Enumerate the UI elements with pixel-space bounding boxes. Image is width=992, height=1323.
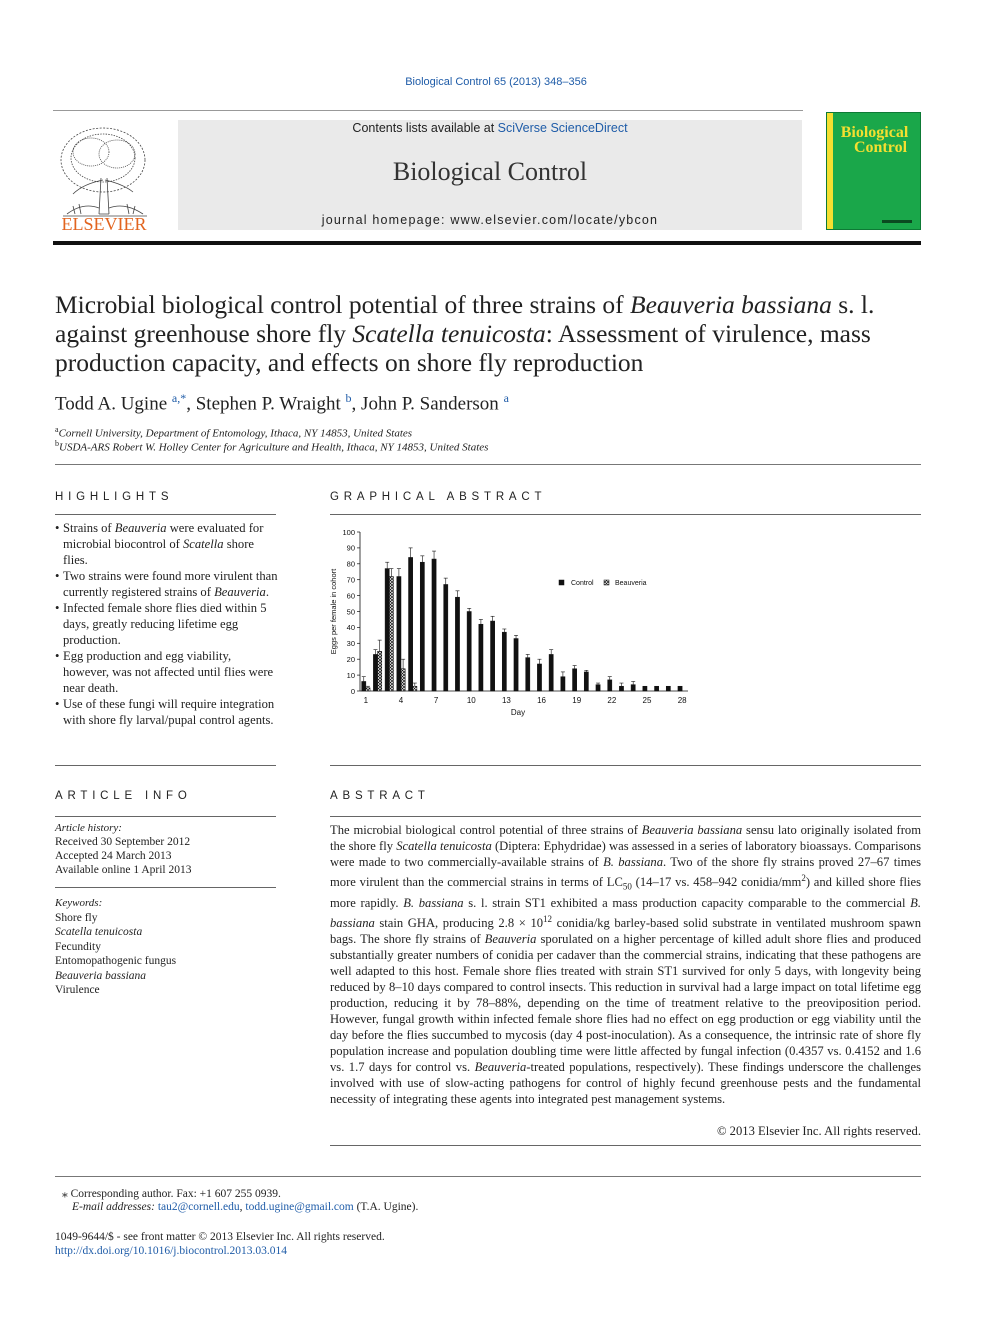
bar-beauveria: [366, 688, 370, 691]
bar-control: [409, 557, 413, 691]
email-addresses: [72, 1201, 418, 1213]
article-info-heading: ARTICLE INFO: [55, 790, 192, 802]
cover-footer-mark: [882, 220, 912, 223]
x-tick-label: 10: [466, 696, 476, 705]
y-tick-label: 50: [346, 607, 355, 617]
bar-control: [561, 677, 565, 691]
highlight-text: Two strains were found more virulent than currently registered strains of: [63, 569, 278, 599]
abstract-text: ) and killed shore flies more rapidly.: [330, 875, 921, 910]
abstract-text: -treated populations, respectively). These findings underscore the challenges involved with use of slow-acting pathogens for control of highly fecund greenhouse pests and the fundamental necessity of integrating these agents into integrated pest management systems.: [330, 1059, 921, 1106]
affiliation-text: USDA-ARS Robert W. Holley Center for Agriculture and Health, Ithaca, NY 14853, United States: [59, 441, 489, 454]
bar-beauveria: [413, 686, 417, 691]
journal-title: Biological Control: [392, 157, 588, 186]
abstract-italic: Beauveria: [484, 931, 537, 946]
x-tick-label: 19: [572, 696, 582, 705]
bar-control: [643, 686, 647, 691]
email-label: E-mail addresses:: [72, 1201, 155, 1213]
cover-title: [827, 125, 922, 155]
x-tick-label: 28: [677, 696, 687, 705]
highlight-item: [55, 568, 279, 600]
author-affil-link[interactable]: a: [503, 391, 509, 405]
y-tick-label: 10: [346, 670, 355, 680]
email-separator: ,: [239, 1201, 246, 1213]
journal-cover[interactable]: [826, 112, 921, 230]
article-title: [55, 290, 925, 377]
x-tick-label: 1: [363, 696, 369, 705]
highlight-text: Strains of: [63, 521, 115, 535]
author-affil-link[interactable]: b: [345, 391, 352, 405]
bar-control: [455, 597, 459, 691]
keywords-label: Keywords:: [55, 897, 103, 909]
highlight-text: were evaluated for microbial biocontrol of: [63, 521, 264, 551]
title-part-4: Scatella tenuicosta: [352, 319, 546, 348]
legend-swatch-beauveria: [604, 580, 609, 585]
affiliation-text: Cornell University, Department of Entomology, Ithaca, NY 14853, United States: [58, 427, 413, 440]
corresponding-author-note: [62, 1186, 281, 1200]
bar-control: [526, 658, 530, 691]
title-part-1: Microbial biological control potential of three strains of: [55, 290, 631, 319]
highlight-item: [55, 648, 279, 696]
highlights-list: [55, 520, 279, 728]
highlight-text: Use of these fungi will require integration with shore fly larval/pupal control agents.: [63, 697, 275, 727]
legend-swatch-control: [559, 580, 564, 585]
received-date: Received 30 September 2012: [55, 836, 191, 848]
author-affil-link[interactable]: a,*: [171, 391, 187, 405]
bar-control: [444, 584, 448, 691]
bar-control: [549, 654, 553, 691]
abstract-italic: B. bassiana: [603, 855, 664, 869]
x-tick-label: 16: [537, 696, 547, 705]
y-tick-label: 20: [346, 655, 355, 664]
keyword: Fecundity: [55, 940, 101, 953]
title-part-2: Beauveria bassiana: [630, 290, 832, 319]
issn-line: 1049-9644/$ - see front matter © 2013 Elsevier Inc. All rights reserved.: [55, 1231, 385, 1243]
email-link[interactable]: tau2@cornell.edu: [157, 1201, 240, 1213]
bar-control: [502, 632, 506, 691]
graphical-abstract-bottom-rule: [330, 765, 921, 766]
elsevier-logo-text: ELSEVIER: [61, 214, 147, 234]
y-tick-label: 100: [342, 527, 355, 537]
graphical-abstract-top-rule: [330, 514, 921, 515]
highlight-italic: Scatella: [182, 537, 224, 551]
affiliation-key: b: [55, 439, 59, 448]
article-info-top-rule: [55, 816, 276, 817]
doi-link[interactable]: http://dx.doi.org/10.1016/j.biocontrol.2013.03.014: [55, 1245, 288, 1257]
y-axis-label: Eggs per female in cohort: [329, 568, 338, 655]
bar-control: [619, 686, 623, 691]
bar-control: [420, 562, 424, 691]
y-tick-label: 30: [346, 639, 355, 649]
y-tick-label: 70: [346, 575, 355, 585]
egg-production-chart[interactable]: [326, 522, 706, 722]
highlight-item: [55, 696, 279, 728]
header-top-rule: [53, 110, 803, 111]
abstract-text: (14–17 vs. 458–942 conidia/mm: [631, 875, 802, 890]
y-tick-label: 40: [346, 623, 355, 633]
highlight-item: [55, 600, 279, 648]
corresponding-text: Corresponding author. Fax: +1 607 255 0939.: [70, 1188, 281, 1200]
x-tick-label: 4: [398, 696, 404, 705]
keyword: Scatella tenuicosta: [55, 926, 143, 939]
keyword: Beauveria bassiana: [55, 969, 147, 982]
title-part-3: s. l. against greenhouse shore fly: [55, 290, 875, 348]
bar-control: [467, 612, 471, 692]
bar-control: [678, 686, 682, 691]
bar-control: [491, 621, 495, 691]
highlights-heading: HIGHLIGHTS: [55, 491, 174, 503]
highlight-italic: Beauveria: [114, 521, 167, 535]
bar-control: [432, 559, 436, 691]
abstract-text: (Diptera: Ephydridae) was assessed in a series of laboratory bioassays. Comparisons were made to two commercially-available strains of: [330, 839, 922, 869]
bar-control: [631, 685, 635, 691]
bar-control: [537, 664, 541, 691]
journal-homepage: [178, 213, 802, 227]
footnote-rule: [55, 1176, 921, 1177]
y-tick-label: 60: [346, 591, 355, 601]
x-axis-label: Day: [510, 708, 526, 717]
accepted-date: Accepted 24 March 2013: [55, 850, 172, 862]
bar-control: [666, 686, 670, 691]
bar-control: [584, 672, 588, 691]
x-tick-label: 25: [642, 696, 652, 705]
elsevier-logo[interactable]: [53, 118, 155, 234]
highlights-top-rule: [55, 514, 276, 515]
bar-control: [655, 686, 659, 691]
abstract-italic: Beauveria bassiana: [641, 823, 743, 837]
abstract-text: conidia/kg barley-based solid substrate in ventilated mushroom spawn bags. The shore fly strains of: [330, 915, 921, 946]
homepage-prefix: journal homepage:: [321, 213, 451, 227]
abstract-top-rule: [330, 816, 921, 817]
cover-title-line2: Control: [853, 139, 908, 156]
affiliation-b: [55, 439, 488, 454]
title-separator: [55, 464, 921, 465]
y-tick-label: 90: [346, 543, 355, 553]
journal-citation[interactable]: Biological Control 65 (2013) 348–356: [405, 76, 587, 88]
abstract-body: [330, 822, 921, 1107]
contents-line: [178, 121, 802, 135]
y-tick-label: 80: [346, 559, 355, 569]
abstract-heading: ABSTRACT: [330, 790, 430, 802]
author-list: Todd A. Ugine $^{a,*}$, Stephen P. Wraight $^b$, John P. Sanderson $^a$: [55, 391, 509, 415]
abstract-italic: Beauveria: [474, 1059, 527, 1074]
bar-control: [397, 577, 401, 691]
email-link[interactable]: todd.ugine@gmail.com: [245, 1201, 354, 1213]
graphical-abstract-heading: GRAPHICAL ABSTRACT: [330, 491, 547, 503]
email-owner: (T.A. Ugine).: [353, 1201, 419, 1213]
abstract-superscript: 2: [801, 873, 806, 883]
footnote-star: ⁎: [62, 1188, 68, 1200]
author-name[interactable]: Todd A. Ugine: [55, 393, 168, 415]
highlights-bottom-rule: [55, 765, 276, 766]
bar-control: [373, 654, 377, 691]
abstract-text: s. l. strain ST1 exhibited a mass production capacity comparable to the commercial: [463, 895, 911, 910]
x-tick-label: 7: [433, 696, 439, 705]
highlight-italic: Beauveria: [214, 585, 266, 599]
x-tick-label: 13: [501, 696, 511, 705]
bar-beauveria: [378, 651, 382, 691]
bar-control: [362, 681, 366, 691]
header-bottom-rule: [53, 241, 921, 245]
keywords-list: [55, 911, 176, 997]
y-tick-label: 0: [350, 686, 355, 696]
bar-control: [385, 569, 389, 691]
abstract-text: The microbial biological control potential of three strains of: [330, 823, 642, 837]
keyword: Virulence: [55, 984, 100, 997]
article-info-mid-rule: [55, 887, 276, 888]
highlight-text: shore flies.: [63, 537, 254, 567]
copyright: © 2013 Elsevier Inc. All rights reserved.: [716, 1124, 921, 1138]
abstract-bottom-rule: [330, 1145, 921, 1146]
bar-control: [596, 685, 600, 691]
bar-control: [573, 669, 577, 691]
affiliation-a: [55, 425, 412, 440]
abstract-text: sensu lato originally isolated from the shore fly: [330, 823, 921, 853]
affiliation-key: a: [55, 425, 59, 434]
bar-beauveria: [401, 669, 405, 691]
author-name[interactable]: Stephen P. Wraight: [195, 393, 341, 415]
highlight-text: Egg production and egg viability, however, was not affected until flies were near death.: [63, 649, 274, 695]
keyword: Shore fly: [55, 912, 98, 924]
highlight-text: Infected female shore flies died within 5 days, greatly reducing lifetime egg production.: [63, 601, 267, 647]
bar-beauveria: [389, 577, 393, 691]
x-tick-label: 22: [607, 696, 617, 705]
elsevier-tree-icon: [53, 118, 155, 234]
abstract-text: . Two of the shore fly strains proved 27–67 times more virulent than the commercial strains in terms of LC: [330, 855, 921, 890]
highlight-text: .: [265, 585, 269, 599]
legend-label-control: Control: [571, 580, 594, 587]
abstract-text: sporulated on a higher percentage of killed adult shore flies and produced substantially greater numbers of conidia per cadaver than the commercial strains, indicating that these pathogens are well adapted to this host. Female shore flies treated with strain ST1 survived for only 5 days, with longevity being reduced by 8–10 days compared to control insects. This reduction in survival had a large impact on total lifetime egg production, reducing it by 78–88%, depending on the time of treatment relative to the preoviposition period. However, fungal growth within infected female shore flies had no effect on egg production or egg viability until the day before the flies succumbed to mycosis (day 4 post-inoculation). As a consequence, the intrinsic rate of shore fly population increase and population doubling time were little affected by fungal infection (0.4357 vs. 0.4152 and 1.6 vs. 1.7 days for control vs.: [330, 931, 921, 1074]
abstract-text: stain GHA, producing 2.8 × 10: [374, 915, 544, 930]
homepage-url[interactable]: www.elsevier.com/locate/ybcon: [450, 213, 659, 227]
keyword: Entomopathogenic fungus: [55, 955, 177, 968]
abstract-superscript: 12: [543, 913, 553, 924]
author-name[interactable]: John P. Sanderson: [361, 393, 499, 415]
abstract-subscript: 50: [622, 881, 632, 892]
cover-title-line1: Biological: [840, 124, 909, 141]
bar-control: [608, 680, 612, 691]
history-label: Article history:: [55, 822, 122, 834]
bar-control: [479, 624, 483, 691]
title-part-5: : Assessment of virulence, mass production capacity, and effects on shore fly reproduction: [55, 319, 871, 377]
bar-control: [514, 639, 518, 691]
online-date: Available online 1 April 2013: [55, 864, 192, 876]
legend-label-beauveria: Beauveria: [615, 580, 647, 587]
abstract-italic: B. bassiana: [330, 895, 921, 930]
abstract-italic: Scatella tenuicosta: [396, 839, 492, 853]
chart-svg: [326, 522, 706, 722]
sciencedirect-link[interactable]: SciVerse ScienceDirect: [497, 121, 628, 135]
contents-prefix: Contents lists available at: [352, 121, 498, 135]
abstract-italic: B. bassiana: [403, 895, 464, 910]
highlight-item: [55, 520, 279, 568]
